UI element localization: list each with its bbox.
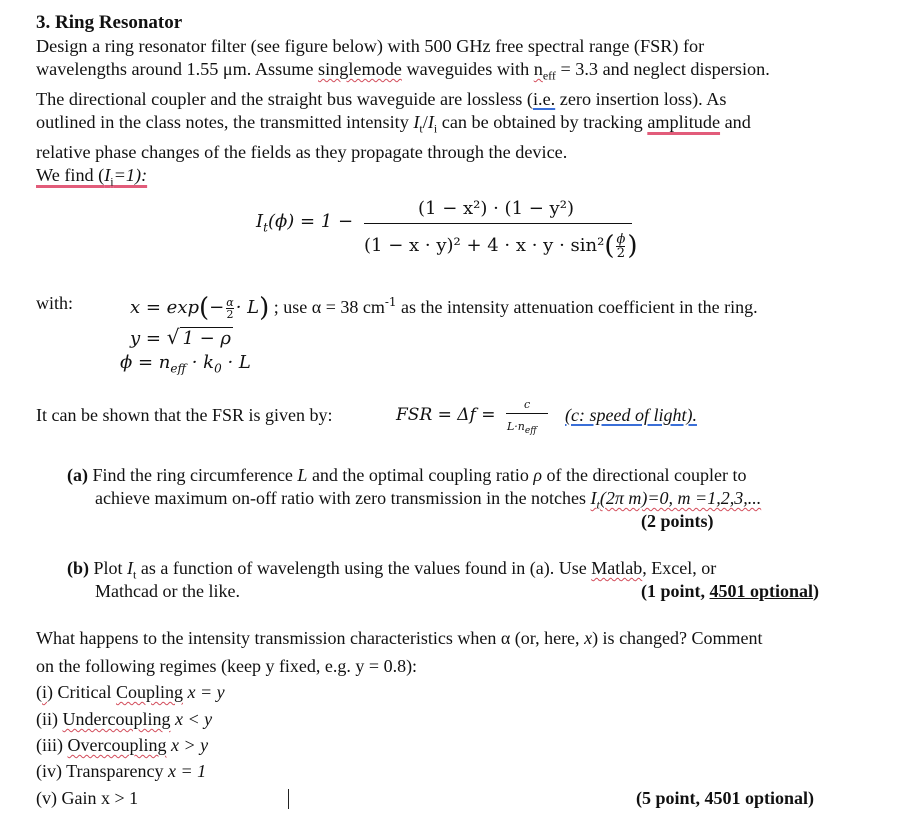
question-a-line-2: achieve maximum on-off ratio with zero transmission in the notches $I_t(2\pi$ m)=0, m =1,2,3,... <box>95 488 762 512</box>
x-definition: x = exp(− $\frac{\alpha}{2}$ · L) ; use α = 38 $cm^{-1}$ as the intensity attenuation coefficient in the ring. <box>130 293 758 323</box>
y-definition: y = √ 1 − ρ <box>130 325 232 349</box>
points-b: (1 point, 4501 optional) <box>641 581 820 601</box>
spell-check-word: Matlab <box>591 558 643 578</box>
question-b-line-1: (b) Plot $I_t$ as a function of wavelength using the values found in (a). Use Matlab, Excel, or <box>67 558 717 582</box>
intro-line-6: We find $(I_i=1)$: <box>36 165 148 189</box>
intro-paragraph <box>36 35 896 194</box>
formula-lhs: $I_t(\phi) = 1$ − <box>256 211 354 235</box>
intro-line-5: relative phase changes of the fields as they propagate through the device. <box>36 142 568 163</box>
fsr-fraction-bar <box>506 413 548 414</box>
points-a: (2 points) <box>641 511 714 531</box>
fsr-equation: FSR = Δf = <box>396 405 496 425</box>
intro-line-4: outlined in the class notes, the transmitted intensity $I_t/I_i$ can be obtained by tracking amplitude and <box>36 112 751 136</box>
phi-definition: $\phi = n_{eff} \cdot k_0 \cdot L$ <box>120 352 251 376</box>
regime-undercoupling: (ii) Undercoupling x < y <box>36 709 213 729</box>
section-title: 3. Ring Resonator <box>36 12 183 33</box>
question-a-line-1: (a) Find the ring circumference L and the optimal coupling ratio ρ of the directional coupler to <box>67 465 747 485</box>
regime-overcoupling: (iii) Overcoupling x > y <box>36 735 209 755</box>
fsr-denominator: $L\cdot n_{eff}$ <box>507 420 537 437</box>
spell-check-word: singlemode <box>318 59 402 80</box>
question-b-line-2: Mathcad or the like. <box>95 581 240 601</box>
formula-fraction-bar <box>364 223 632 224</box>
intro-line-1: Design a ring resonator filter (see figure below) with 500 GHz free spectral range (FSR) for <box>36 36 705 56</box>
what-happens-line-1: What happens to the intensity transmission characteristics when α (or, here, x) is changed? Comment <box>36 628 763 648</box>
regime-gain: (v) Gain x > 1 <box>36 788 139 808</box>
text-cursor[interactable] <box>288 789 289 809</box>
regime-critical: (i) Critical Coupling x = y <box>36 682 225 702</box>
spell-check-word: amplitude <box>647 112 721 133</box>
intro-line-2: wavelengths around 1.55 μm. Assume singlemode waveguides with $n_{eff} = 3.3$ and neglect dispersion. <box>36 59 770 83</box>
formula-denominator: (1 − x · y)² + 4 · x · y · sin²( $\frac{\phi}{2}$ ) <box>364 231 638 261</box>
regime-transparency: (iv) Transparency x = 1 <box>36 761 207 781</box>
formula-numerator: (1 − x²) · (1 − y²) <box>418 198 574 219</box>
what-happens-line-2: on the following regimes (keep y fixed, e.g. y = 0.8): <box>36 656 418 676</box>
fsr-text: It can be shown that the FSR is given by: <box>36 405 333 425</box>
fsr-numerator: c <box>524 398 531 411</box>
fsr-note: (c: speed of light). <box>565 405 697 425</box>
grammar-check-word: i.e. <box>532 89 556 110</box>
intro-line-3: The directional coupler and the straight bus waveguide are lossless (i.e. zero insertion loss). As <box>36 89 727 110</box>
with-label: with: <box>36 293 74 313</box>
points-final: (5 point, 4501 optional) <box>636 788 815 808</box>
